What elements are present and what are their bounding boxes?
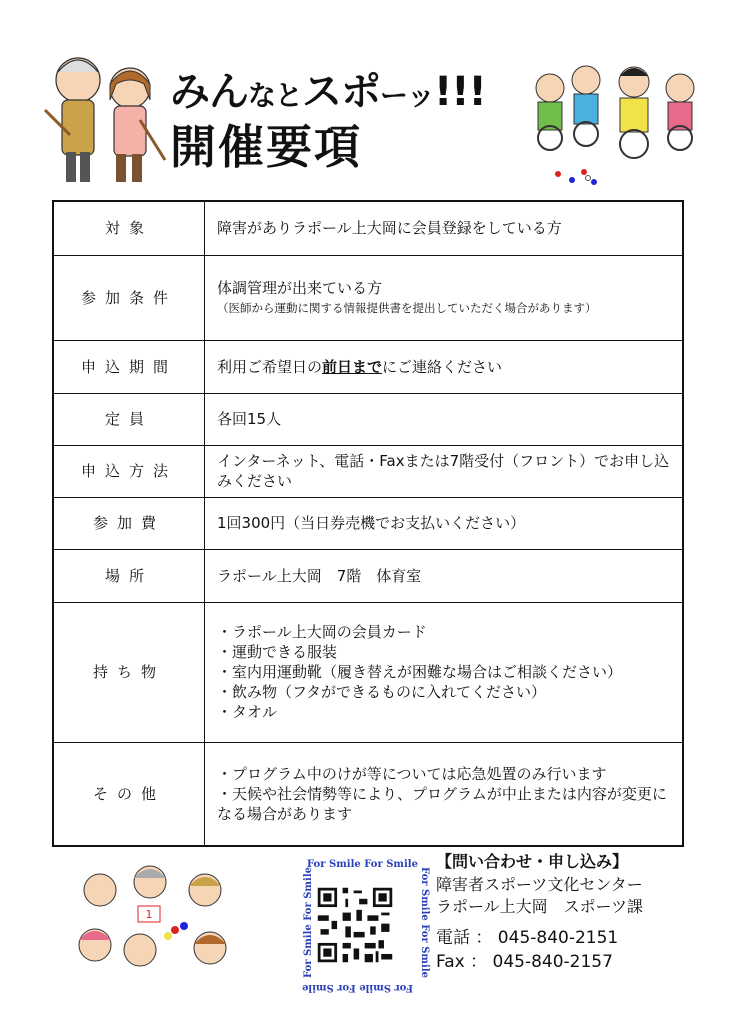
row-value: ラポール上大岡 7階 体育室 [205,549,684,602]
items-list [217,622,672,722]
qr-code-block[interactable] [287,855,430,995]
row-label: その他 [53,742,205,846]
row-label: 場所 [53,549,205,602]
table-row [53,445,683,497]
row-label: 定員 [53,393,205,445]
elderly-couple-illustration [40,40,170,190]
contact-heading: 【問い合わせ・申し込み】 [436,852,629,871]
svg-text:1: 1 [145,908,153,921]
qr-caption: For Smile For Smile [418,867,430,978]
list-item: ・タオル [217,703,278,721]
emphasis-text: 前日まで [322,357,383,376]
table-row [53,201,683,255]
qr-code-icon[interactable] [315,885,395,965]
wheelchair-players-illustration [528,58,708,188]
contact-block [436,850,721,974]
cheering-group-illustration [70,860,240,980]
row-value: 各回15人 [205,393,684,445]
row-label: 申込方法 [53,445,205,497]
list-item: ・運動できる服装 [217,643,338,661]
table-row [53,742,683,846]
row-value: インターネット、電話・Faxまたは7階受付（フロント）でお申し込みください [205,445,684,497]
contact-dept: ラポール上大岡 スポーツ課 [436,897,644,916]
row-value: 体調管理が出来ている方 （医師から運動に関する情報提供書を提出していただく場合があります） [205,255,684,340]
qr-caption: For Smile For Smile [302,982,413,993]
page-title: みん なと スポ ーッ !!! 開催要項 [170,69,486,174]
table-row [53,497,683,549]
info-table [52,200,684,847]
row-value: 1回300円（当日券売機でお支払いください） [205,497,684,549]
notes-list [217,764,672,824]
table-row [53,549,683,602]
row-label: 申込期間 [53,340,205,393]
qr-caption: For Smile For Smile [302,867,314,978]
list-item: ・プログラム中のけが等については応急処置のみ行います [217,764,607,783]
table-row [53,602,683,742]
table-row [53,340,683,393]
row-label: 対象 [53,201,205,255]
table-row [53,255,683,340]
list-item: ・室内用運動靴（履き替えが困難な場合はご相談ください） [217,663,623,681]
contact-fax: Fax ： 045-840-2157 [436,952,613,972]
row-value [205,742,684,846]
row-label: 参加条件 [53,255,205,340]
row-value [205,602,684,742]
qr-caption: For Smile For Smile [307,859,418,870]
row-value: 利用ご希望日の前日までにご連絡ください [205,340,684,393]
row-value: 障害がありラポール上大岡に会員登録をしている方 [205,201,684,255]
contact-org: 障害者スポーツ文化センター [436,875,643,894]
row-label: 持ち物 [53,602,205,742]
list-item: ・ラポール上大岡の会員カード [217,623,427,641]
list-item: ・飲み物（フタができるものに入れてください） [217,683,546,701]
row-note: （医師から運動に関する情報提供書を提出していただく場合があります） [217,300,597,315]
table-row [53,393,683,445]
list-item: ・天候や社会情勢等により、プログラムが中止または内容が変更になる場合があります [217,784,667,823]
contact-tel[interactable]: 電話 ： 045-840-2151 [436,928,619,948]
row-label: 参加費 [53,497,205,549]
